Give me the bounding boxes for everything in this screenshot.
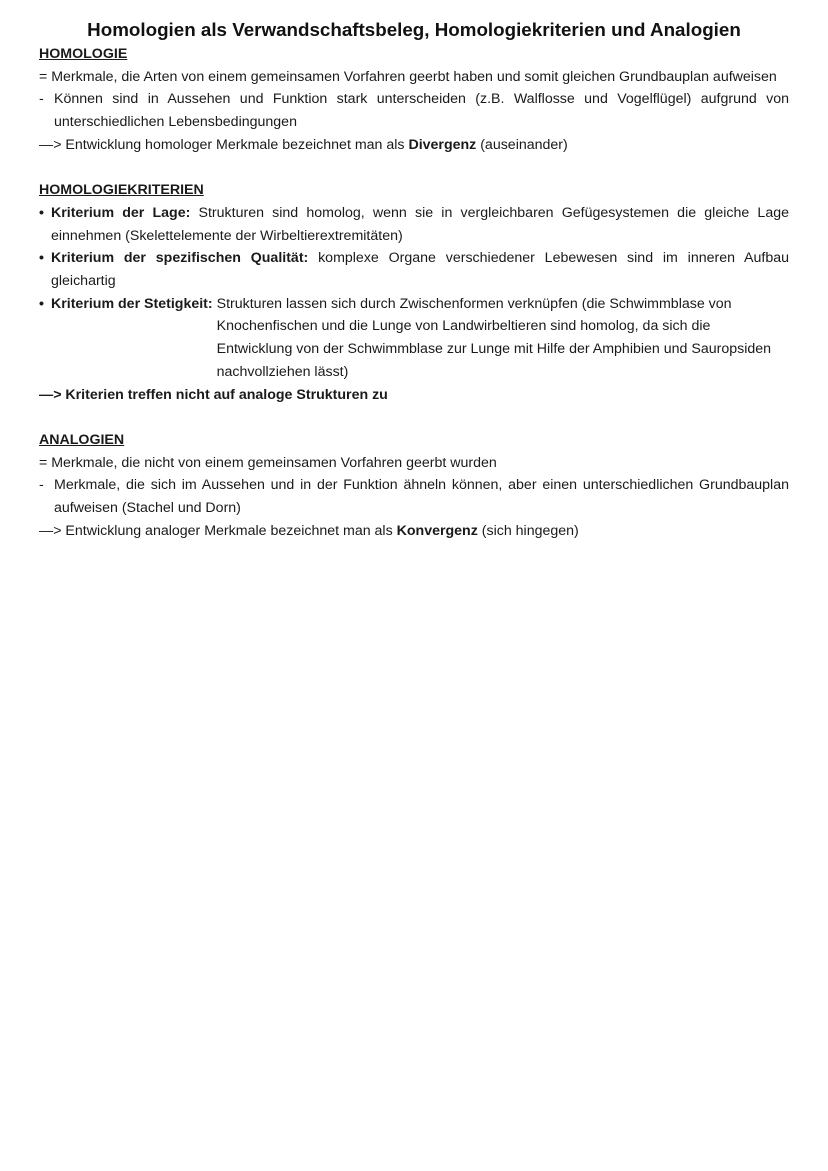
term-konvergenz: Konvergenz xyxy=(396,522,478,539)
bullet-marker: • xyxy=(39,250,44,267)
term-divergenz: Divergenz xyxy=(408,136,477,153)
arrow-prefix: —> Entwicklung homologer Merkmale bezeichnet man als xyxy=(39,136,409,153)
arrow-prefix: —> Entwicklung analoger Merkmale bezeichnet man als xyxy=(39,522,397,539)
analogien-dash-text: Merkmale, die sich im Aussehen und in der Funktion ähneln können, aber einen unterschiedlichen Grundbauplan aufweisen (Stachel und Dorn) xyxy=(54,477,789,517)
kriterium-stetigkeit-row xyxy=(51,293,789,384)
homologie-arrow-line xyxy=(39,134,789,157)
kriterium-body: komplexe Organe verschiedener Lebewesen sind im inneren Aufbau gleichartig xyxy=(51,250,789,290)
kriterium-label: Kriterium der Lage: xyxy=(51,204,191,221)
section-analogien xyxy=(39,429,789,543)
section-kriterien xyxy=(39,179,789,406)
dash-marker: - xyxy=(39,91,44,108)
kriterium-body: Strukturen lassen sich durch Zwischenformen verknüpfen (die Schwimmblase von Knochenfischen und die Lunge von Landwirbeltieren sind homolog, da sich die Entwicklung von der Schwimmblase zur Lunge mit Hilfe der Amphibien und Sauropsiden nachvollziehen lässt) xyxy=(216,295,772,380)
section-spacer xyxy=(39,406,789,429)
section-heading-analogien: ANALOGIEN xyxy=(39,431,125,448)
bullet-marker: • xyxy=(39,204,44,221)
homologie-dash-text: Können sind in Aussehen und Funktion stark unterscheiden (z.B. Walflosse und Vogelflügel) aufgrund von unterschiedlichen Lebensbedingungen xyxy=(54,91,789,131)
kriterium-label: Kriterium der spezifischen Qualität: xyxy=(51,250,309,267)
analogien-dash-item xyxy=(39,474,789,519)
kriterium-body: Strukturen sind homolog, wenn sie in vergleichbaren Gefügesystemen die gleiche Lage einnehmen (Skelettelemente der Wirbeltierextremitäten) xyxy=(51,204,789,244)
section-spacer xyxy=(39,157,789,180)
arrow-suffix: (sich hingegen) xyxy=(477,522,579,539)
section-heading-homologie: HOMOLOGIE xyxy=(39,46,128,62)
bullet-marker: • xyxy=(39,295,44,312)
dash-marker: - xyxy=(39,477,44,494)
kriterium-label: Kriterium der Stetigkeit: xyxy=(51,295,213,312)
section-homologie xyxy=(39,43,789,157)
kriterium-lage xyxy=(39,202,789,247)
arrow-suffix: (auseinander) xyxy=(476,136,568,153)
homologie-dash-item xyxy=(39,88,789,133)
page-title: Homologien als Verwandschaftsbeleg, Homologiekriterien und Analogien xyxy=(87,19,741,40)
kriterium-qualitaet-text xyxy=(51,247,789,292)
homologie-definition: = Merkmale, die Arten von einem gemeinsamen Vorfahren geerbt haben und somit gleichen Grundbauplan aufweisen xyxy=(39,68,777,85)
kriterium-qualitaet xyxy=(39,247,789,292)
kriterium-lage-text xyxy=(51,202,789,247)
section-heading-kriterien: HOMOLOGIEKRITERIEN xyxy=(39,182,204,199)
analogien-definition: = Merkmale, die nicht von einem gemeinsamen Vorfahren geerbt wurden xyxy=(39,454,497,471)
analogien-arrow-line xyxy=(39,520,789,543)
kriterien-conclusion: —> Kriterien treffen nicht auf analoge Strukturen zu xyxy=(39,386,388,403)
kriterium-stetigkeit xyxy=(39,293,789,384)
